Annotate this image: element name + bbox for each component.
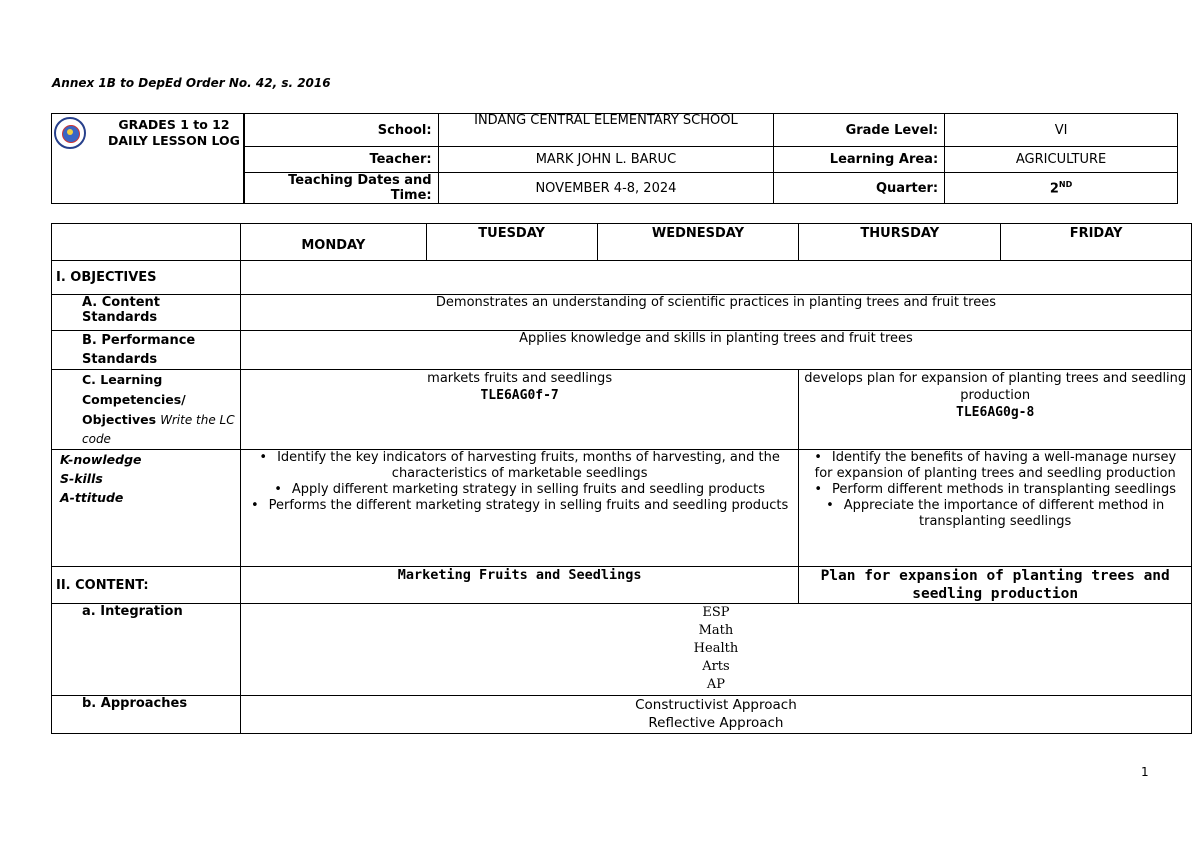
ksa-right-list (803, 450, 1187, 530)
day-header-friday: FRIDAY (1001, 224, 1192, 261)
performance-standards-label: B. Performance Standards (52, 331, 241, 370)
competency-right-text: develops plan for expansion of planting trees and seedling production (804, 371, 1187, 403)
content-left-topic: Marketing Fruits and Seedlings (240, 567, 798, 604)
lc-code-note: Write the LC code (82, 413, 235, 446)
ksa-knowledge-label: K-nowledge (60, 452, 142, 467)
learning-area-value: AGRICULTURE (945, 147, 1178, 173)
integration-label: a. Integration (52, 604, 241, 696)
day-header-tuesday: TUESDAY (426, 224, 597, 261)
page-number: 1 (1141, 765, 1149, 779)
list-item: • Performs the different marketing strategy in selling fruits and seedling products (245, 498, 794, 514)
dll-title-line1: GRADES 1 to 12 (118, 117, 230, 132)
integration-item: Health (693, 641, 739, 656)
teacher-value: MARK JOHN L. BARUC (438, 147, 774, 173)
learning-area-label: Learning Area: (774, 147, 945, 173)
performance-standards-text: Applies knowledge and skills in planting trees and fruit trees (240, 331, 1191, 370)
lesson-log-table (51, 223, 1192, 734)
competency-left-text: markets fruits and seedlings (427, 371, 613, 386)
list-item: • Apply different marketing strategy in selling fruits and seedling products (245, 482, 794, 498)
content-right-topic: Plan for expansion of planting trees and seedling production (799, 567, 1192, 604)
ksa-left-cell (240, 450, 798, 567)
objectives-label: I. OBJECTIVES (52, 261, 241, 295)
learning-competencies-label: C. Learning Competencies/ Objectives (82, 372, 186, 427)
integration-item: ESP (702, 605, 730, 620)
ksa-attitude-label: A-ttitude (60, 490, 124, 505)
dll-title (108, 117, 240, 149)
deped-seal-icon (54, 117, 86, 149)
quarter-number: 2 (1049, 181, 1059, 197)
competency-left-cell (240, 370, 798, 450)
list-item: • Perform different methods in transplanting seedlings (803, 482, 1187, 498)
competency-right-code: TLE6AG0g-8 (956, 405, 1035, 420)
logo-cell (52, 114, 245, 204)
content-label: II. CONTENT: (52, 567, 241, 604)
ksa-right-cell (799, 450, 1192, 567)
approaches-label: b. Approaches (52, 696, 241, 734)
competency-right-cell (799, 370, 1192, 450)
approach-item: Reflective Approach (648, 715, 784, 731)
annex-reference: Annex 1B to DepEd Order No. 42, s. 2016 (52, 76, 331, 90)
school-value: INDANG CENTRAL ELEMENTARY SCHOOL (438, 114, 774, 147)
corner-cell (52, 224, 241, 261)
day-header-thursday: THURSDAY (799, 224, 1001, 261)
day-header-wednesday: WEDNESDAY (597, 224, 799, 261)
teaching-dates-label: Teaching Dates and Time: (244, 173, 438, 204)
content-standards-label: A. Content Standards (52, 295, 241, 331)
dll-title-line2: DAILY LESSON LOG (108, 133, 240, 148)
grade-level-label: Grade Level: (774, 114, 945, 147)
day-header-monday: MONDAY (240, 224, 426, 261)
list-item: • Appreciate the importance of different method in transplanting seedlings (803, 498, 1187, 530)
ksa-left-list (245, 450, 794, 514)
learning-competencies-cell (52, 370, 241, 450)
content-standards-text: Demonstrates an understanding of scientific practices in planting trees and fruit trees (240, 295, 1191, 331)
competency-left-code: TLE6AG0f-7 (480, 388, 559, 403)
ksa-skills-label: S-kills (60, 471, 103, 486)
teacher-label: Teacher: (244, 147, 438, 173)
quarter-label: Quarter: (774, 173, 945, 204)
list-item: • Identify the key indicators of harvesting fruits, months of harvesting, and the characteristics of marketable seedlings (245, 450, 794, 482)
integration-item: AP (706, 677, 726, 692)
integration-list (240, 604, 1191, 696)
list-item: • Identify the benefits of having a well-manage nursey for expansion of planting trees and seedling production (803, 450, 1187, 482)
approach-item: Constructivist Approach (635, 697, 797, 713)
quarter-suffix: ND (1058, 179, 1073, 189)
integration-item: Math (698, 623, 734, 638)
objectives-cell (240, 261, 1191, 295)
grade-level-value: VI (945, 114, 1178, 147)
quarter-value (945, 173, 1178, 204)
header-table (51, 113, 1178, 204)
integration-item: Arts (702, 659, 730, 674)
teaching-dates-value: NOVEMBER 4-8, 2024 (438, 173, 774, 204)
school-label: School: (244, 114, 438, 147)
approaches-list (240, 696, 1191, 734)
ksa-label-cell (52, 450, 241, 567)
